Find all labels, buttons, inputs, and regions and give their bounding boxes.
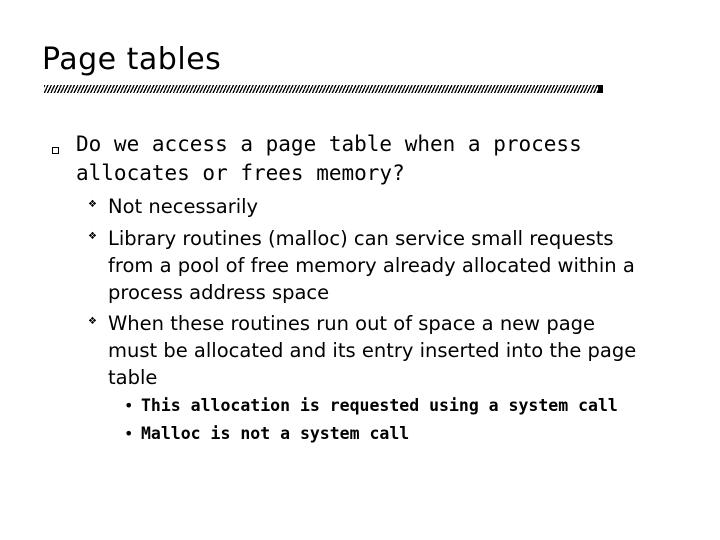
diamond-bullet-icon: ❖ xyxy=(88,316,97,327)
slide-title: Page tables xyxy=(42,42,222,77)
question-text: Do we access a page table when a process allocates or frees memory? xyxy=(76,132,582,185)
dot-bullet-icon: • xyxy=(124,396,134,415)
title-underline-end xyxy=(598,85,603,93)
title-underline xyxy=(44,85,602,93)
dot-bullet-icon: • xyxy=(124,424,134,443)
diamond-bullet-icon: ❖ xyxy=(88,199,97,210)
diamond-bullet-icon: ❖ xyxy=(88,231,97,242)
detail-text: Malloc is not a system call xyxy=(141,424,410,443)
square-bullet-icon xyxy=(52,147,59,154)
answer-text: Library routines (malloc) can service small requests from a pool of free memory already allocated within a process address space xyxy=(108,227,635,304)
answer-text: Not necessarily xyxy=(108,195,259,218)
answer-text: When these routines run out of space a new page must be allocated and its entry inserted into the page table xyxy=(108,312,637,389)
detail-text: This allocation is requested using a system call xyxy=(141,396,618,415)
